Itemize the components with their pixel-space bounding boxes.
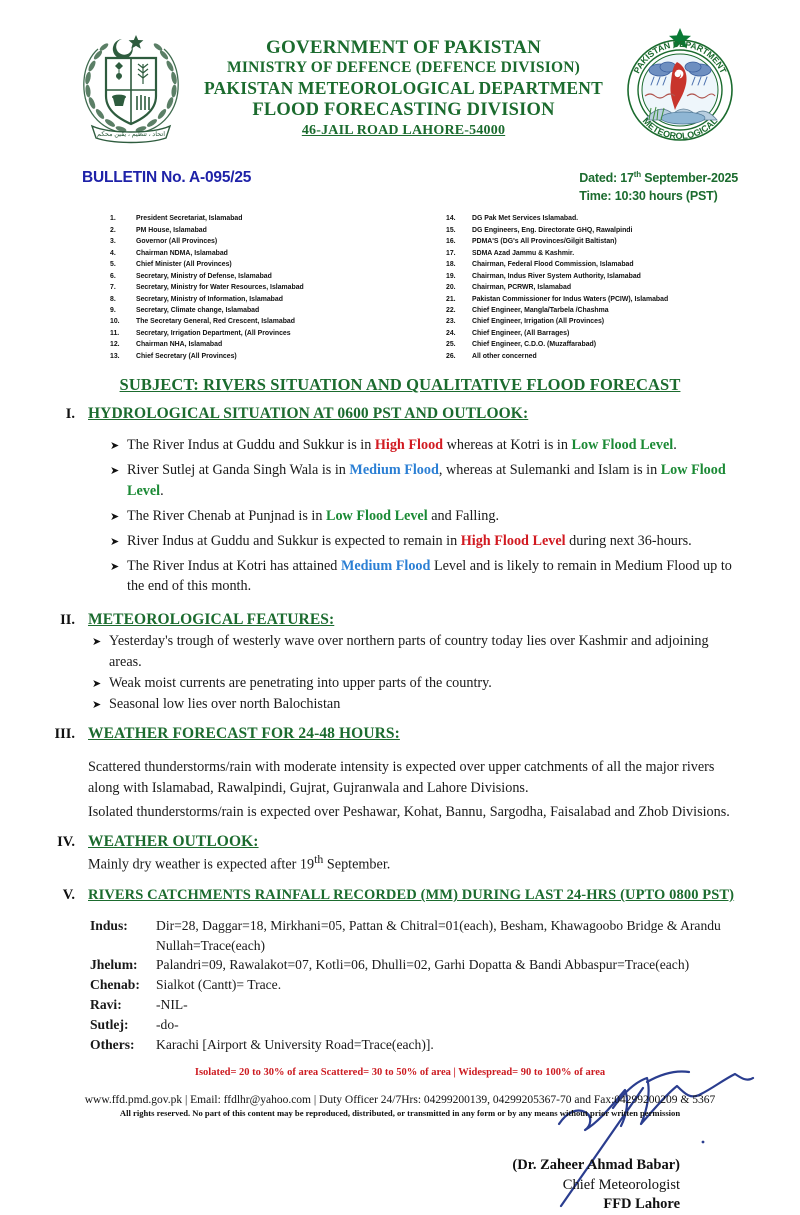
rainfall-river-label: Indus:	[90, 917, 128, 933]
meteorological-bullet-list	[88, 631, 742, 714]
distribution-item-number: 26.	[446, 352, 456, 360]
distribution-item	[110, 305, 424, 316]
time-line	[579, 187, 738, 205]
distribution-item-number: 10.	[110, 318, 120, 326]
distribution-item	[110, 213, 424, 224]
hydrological-bullet	[88, 531, 742, 551]
dated-label: Dated:	[579, 171, 617, 186]
bullet-text-run: during next 36-hours.	[565, 532, 692, 549]
bullet-text-run: .	[160, 482, 164, 499]
distribution-list	[0, 205, 800, 362]
distribution-item-label: Chairman, PCRWR, Islamabad	[472, 284, 572, 292]
subject-text: SUBJECT: RIVERS SITUATION AND QUALITATIVE FLOOD FORECAST	[119, 375, 681, 395]
rainfall-values: Karachi [Airport & University Road=Trace(each)].	[156, 1037, 434, 1053]
outlook-ordinal: th	[314, 851, 324, 866]
distribution-item-number: 25.	[446, 341, 456, 349]
distribution-item-label: Secretary, Ministry for Water Resources, Islamabad	[136, 284, 304, 292]
section-title-5: RIVERS CATCHMENTS RAINFALL RECORDED (MM) DURING LAST 24-HRS (UPTO 0800 PST)	[88, 886, 735, 903]
meteorological-bullet	[88, 694, 742, 714]
distribution-item-label: Chief Minister (All Provinces)	[136, 261, 232, 269]
distribution-item-label: PM House, Islamabad	[136, 226, 207, 234]
distribution-item-label: All other concerned	[472, 352, 537, 360]
hydrological-bullet	[88, 556, 742, 596]
rainfall-row	[90, 1035, 742, 1054]
rainfall-values: Dir=28, Daggar=18, Mirkhani=05, Pattan & Chitral=01(each), Besham, Khawagoobo Bridge & Arandu	[156, 917, 721, 933]
distribution-item	[110, 328, 424, 339]
dated-ordinal: th	[633, 170, 641, 179]
bullet-text-run: River Sutlej at Ganda Singh Wala is in	[127, 462, 350, 479]
bulletin-meta-row	[0, 159, 800, 205]
rights-notice: All rights reserved. No part of this content may be reproduced, distributed, or transmitted in any form or by any means without prior written permission	[119, 1108, 681, 1118]
bullet-text-run: The River Chenab at Punjnad is in	[127, 507, 326, 524]
dated-line	[579, 169, 738, 187]
distribution-column-left	[110, 213, 424, 362]
bullet-text-run: River Indus at Guddu and Sukkur is expected to remain in	[127, 532, 461, 549]
bullet-arrow-icon: ➤	[110, 534, 120, 548]
rainfall-row	[90, 916, 742, 935]
flood-level-highlight: Low Flood Level	[127, 462, 726, 499]
bullet-arrow-icon: ➤	[92, 697, 102, 711]
section-number-4: IV.	[57, 833, 75, 850]
distribution-item-label: DG Engineers, Eng. Directorate GHQ, Rawalpindi	[472, 226, 633, 234]
bullet-text-run: The River Indus at Kotri has attained	[127, 558, 341, 575]
address-line: 46-JAIL ROAD LAHORE-54000	[301, 122, 506, 138]
bullet-text-run: , whereas at Sulemanki and Islam is in	[438, 462, 661, 479]
distribution-item-label: Chairman NHA, Islamabad	[136, 341, 223, 349]
section-hydrological-situation	[46, 405, 742, 601]
hydrological-bullet-text	[127, 460, 742, 500]
forecast-paragraph-2: Isolated thunderstorms/rain is expected over Peshawar, Kohat, Bannu, Sargodha, Faisalabad and Zhob Divisions.	[88, 803, 730, 820]
distribution-item-number: 7.	[110, 284, 116, 292]
bullet-arrow-icon: ➤	[110, 560, 120, 574]
distribution-item	[110, 271, 424, 282]
distribution-item	[110, 248, 424, 259]
rainfall-river-label: Jhelum:	[90, 957, 138, 972]
distribution-item	[110, 294, 424, 305]
distribution-item-number: 15.	[446, 226, 456, 234]
rainfall-row	[90, 1015, 742, 1034]
hydrological-bullet	[88, 460, 742, 500]
flood-level-highlight: High Flood Level	[460, 532, 566, 549]
outlook-text-post: September.	[323, 856, 391, 873]
distribution-item-number: 19.	[446, 272, 456, 280]
section-weather-outlook	[46, 833, 742, 876]
dated-time-block	[579, 169, 738, 205]
distribution-item-label: Chief Engineer, Mangla/Tarbela /Chashma	[472, 307, 609, 315]
distribution-item	[446, 271, 760, 282]
seal-lower-text: METEOROLOGICAL	[640, 115, 720, 142]
distribution-item-number: 4.	[110, 249, 116, 257]
distribution-item	[446, 213, 760, 224]
signatory-office: FFD Lahore	[603, 1196, 680, 1213]
distribution-item	[110, 282, 424, 293]
division-title: FLOOD FORECASTING DIVISION	[252, 100, 555, 121]
meteorological-bullet-text: Seasonal low lies over north Balochistan	[109, 695, 341, 712]
distribution-item-label: The Secretary General, Red Crescent, Islamabad	[136, 318, 295, 326]
section-rainfall-recorded	[46, 886, 742, 904]
subject-line	[0, 375, 800, 395]
svg-text:اتحاد ، تنظیم ، یقین محکم: اتحاد ، تنظیم ، یقین محکم	[97, 131, 165, 138]
distribution-item	[110, 339, 424, 350]
distribution-item-label: Chief Engineer, C.D.O. (Muzaffarabad)	[472, 341, 597, 349]
distribution-item	[110, 259, 424, 270]
distribution-item-label: Chief Engineer, Irrigation (All Provinces)	[472, 318, 605, 326]
distribution-column-right	[446, 213, 760, 362]
distribution-item-label: Pakistan Commissioner for Indus Waters (PCIW), Islamabad	[472, 295, 669, 303]
section-title-3: WEATHER FORECAST FOR 24-48 HOURS:	[88, 725, 400, 743]
distribution-item-number: 8.	[110, 295, 116, 303]
distribution-item-number: 3.	[110, 238, 116, 246]
distribution-item	[446, 294, 760, 305]
forecast-paragraph-1: Scattered thunderstorms/rain with moderate intensity is expected over upper catchments of all the major rivers along with Islamabad, Rawalpindi, Gujrat, Gujranwala and Lahore Divisions.	[88, 759, 715, 797]
distribution-item-number: 13.	[110, 352, 120, 360]
bullet-arrow-icon: ➤	[110, 464, 120, 478]
rainfall-values-continued: Nullah=Trace(each)	[156, 937, 266, 953]
distribution-item	[446, 225, 760, 236]
dated-day: 17	[620, 171, 634, 186]
distribution-item	[446, 236, 760, 247]
distribution-item-label: Secretary, Ministry of Defense, Islamabad	[136, 272, 272, 280]
rainfall-row	[90, 995, 742, 1014]
gov-title: GOVERNMENT OF PAKISTAN	[266, 37, 541, 58]
bulletin-number: BULLETIN No. A-095/25	[82, 169, 252, 186]
distribution-item-number: 9.	[110, 307, 116, 315]
contact-line: www.ffd.pmd.gov.pk | Email: ffdlhr@yahoo.com | Duty Officer 24/7Hrs: 04299200139, 04299205367-70 and Fax:04299200209 & 5367	[84, 1094, 716, 1106]
section-number-3: III.	[54, 726, 75, 743]
rainfall-values: -NIL-	[156, 997, 188, 1013]
distribution-item	[446, 248, 760, 259]
flood-level-highlight: Medium Flood	[340, 558, 431, 575]
distribution-item-number: 17.	[446, 249, 456, 257]
distribution-item-number: 24.	[446, 329, 456, 337]
distribution-item-number: 11.	[110, 329, 120, 337]
bullet-arrow-icon: ➤	[92, 635, 102, 649]
signature-block	[512, 1156, 680, 1215]
section-number-2: II.	[60, 612, 75, 629]
outlook-text-pre: Mainly dry weather is expected after 19	[88, 856, 315, 873]
rainfall-row	[90, 975, 742, 994]
distribution-item-number: 5.	[110, 261, 116, 269]
rainfall-river-label: Chenab:	[90, 977, 140, 993]
rainfall-values: Sialkot (Cantt)= Trace.	[156, 977, 282, 993]
distribution-item-number: 12.	[110, 341, 120, 349]
hydrological-bullet	[88, 506, 742, 526]
signatory-name: (Dr. Zaheer Ahmad Babar)	[512, 1157, 680, 1174]
section-title-4: WEATHER OUTLOOK:	[88, 832, 259, 850]
bullet-arrow-icon: ➤	[110, 439, 120, 453]
rainfall-row	[90, 955, 742, 974]
hydrological-bullet-list	[88, 435, 742, 596]
section-meteorological-features	[46, 611, 742, 715]
distribution-item	[446, 316, 760, 327]
rainfall-values: Palandri=09, Rawalakot=07, Kotli=06, Dhulli=02, Garhi Dopatta & Bandi Abbaspur=Trace(each)	[156, 957, 690, 972]
distribution-item-number: 2.	[110, 226, 116, 234]
section-title-1: HYDROLOGICAL SITUATION AT 0600 PST AND OUTLOOK:	[88, 405, 529, 423]
section-weather-forecast	[46, 725, 742, 823]
distribution-item-label: SDMA Azad Jammu & Kashmir.	[472, 249, 575, 257]
distribution-item-number: 22.	[446, 307, 456, 315]
distribution-item-number: 16.	[446, 238, 456, 246]
meteorological-bullet-text: Weak moist currents are penetrating into upper parts of the country.	[109, 674, 492, 691]
hydrological-bullet-text	[127, 531, 742, 551]
rainfall-river-label: Sutlej:	[90, 1017, 129, 1033]
bullet-text-run: .	[673, 437, 677, 454]
distribution-item-number: 6.	[110, 272, 116, 280]
document-footer	[0, 1067, 800, 1118]
hydrological-bullet-text	[127, 556, 742, 596]
distribution-item-label: DG Pak Met Services Islamabad.	[472, 215, 579, 223]
distribution-item-label: Secretary, Irrigation Department, (All Provinces	[136, 329, 291, 337]
rainfall-river-label: Ravi:	[90, 997, 122, 1013]
distribution-item	[110, 316, 424, 327]
bullet-text-run: whereas at Kotri is in	[443, 437, 572, 454]
pakistan-meteorological-department-seal	[615, 22, 745, 159]
distribution-item	[446, 305, 760, 316]
section-title-2: METEOROLOGICAL FEATURES:	[88, 611, 335, 629]
rainfall-river-label: Others:	[90, 1037, 135, 1053]
rainfall-legend: Isolated= 20 to 30% of area Scattered= 30 to 50% of area | Widespread= 90 to 100% of area	[194, 1067, 606, 1078]
distribution-item-label: Secretary, Climate change, Islamabad	[136, 307, 260, 315]
meteorological-bullet-text: Yesterday's trough of westerly wave over northern parts of country today lies over Kashmir and adjoining areas.	[109, 633, 709, 670]
bullet-text-run: The River Indus at Guddu and Sukkur is in	[127, 437, 375, 454]
distribution-item	[446, 339, 760, 350]
bullet-text-run: Level and is likely to remain in Medium Flood up to the end of this month.	[127, 558, 732, 595]
distribution-item	[446, 259, 760, 270]
time-value: 10:30 hours (PST)	[614, 189, 718, 204]
pakistan-state-emblem	[70, 22, 192, 155]
seal-upper-text: PAKISTAN DEPARTMENT	[631, 38, 729, 75]
header-titles	[192, 22, 615, 139]
distribution-item-number: 20.	[446, 284, 456, 292]
distribution-item-label: President Secretariat, Islamabad	[136, 215, 243, 223]
flood-level-highlight: Low Flood Level	[326, 507, 428, 524]
distribution-item-label: PDMA'S (DG's All Provinces/Gilgit Baltistan)	[472, 238, 617, 246]
distribution-item-label: Chief Secretary (All Provinces)	[136, 352, 237, 360]
distribution-item	[110, 225, 424, 236]
distribution-item-number: 23.	[446, 318, 456, 326]
outlook-paragraph	[88, 851, 742, 876]
distribution-item-label: Governor (All Provinces)	[136, 238, 218, 246]
meteorological-bullet	[88, 631, 742, 671]
time-label: Time:	[579, 189, 612, 204]
distribution-item	[110, 351, 424, 362]
distribution-item-number: 18.	[446, 261, 456, 269]
flood-level-highlight: Medium Flood	[349, 462, 439, 479]
section-number-1: I.	[65, 406, 75, 423]
distribution-item	[446, 282, 760, 293]
hydrological-bullet	[88, 435, 742, 455]
distribution-item-label: Chairman NDMA, Islamabad	[136, 249, 228, 257]
hydrological-bullet-text	[127, 435, 742, 455]
distribution-item-number: 14.	[446, 215, 456, 223]
weather-forecast-paragraphs	[88, 757, 742, 823]
ministry-title: MINISTRY OF DEFENCE (DEFENCE DIVISION)	[227, 59, 580, 77]
distribution-item-number: 21.	[446, 295, 456, 303]
dated-month-year: September-2025	[640, 171, 738, 186]
distribution-item	[110, 236, 424, 247]
distribution-item	[446, 351, 760, 362]
rainfall-values: -do-	[156, 1017, 179, 1033]
flood-level-highlight: Low Flood Level	[571, 437, 674, 454]
distribution-item-label: Chairman, Federal Flood Commission, Islamabad	[472, 261, 634, 269]
department-title: PAKISTAN METEOROLOGICAL DEPARTMENT	[203, 78, 603, 99]
distribution-item-label: Chief Engineer, (All Barrages)	[472, 329, 570, 337]
rainfall-table	[46, 916, 742, 1054]
document-header	[0, 0, 800, 159]
distribution-item	[446, 328, 760, 339]
meteorological-bullet	[88, 673, 742, 693]
distribution-item-label: Chairman, Indus River System Authority, Islamabad	[472, 272, 641, 280]
bullet-arrow-icon: ➤	[110, 509, 120, 523]
signatory-role: Chief Meteorologist	[562, 1176, 680, 1193]
bullet-text-run: and Falling.	[427, 507, 500, 524]
bullet-arrow-icon: ➤	[92, 676, 102, 690]
distribution-item-label: Secretary, Ministry of Information, Islamabad	[136, 295, 283, 303]
section-number-5: V.	[62, 886, 75, 903]
flood-level-highlight: High Flood	[374, 437, 444, 454]
distribution-item-number: 1.	[110, 215, 116, 223]
hydrological-bullet-text	[127, 506, 742, 526]
